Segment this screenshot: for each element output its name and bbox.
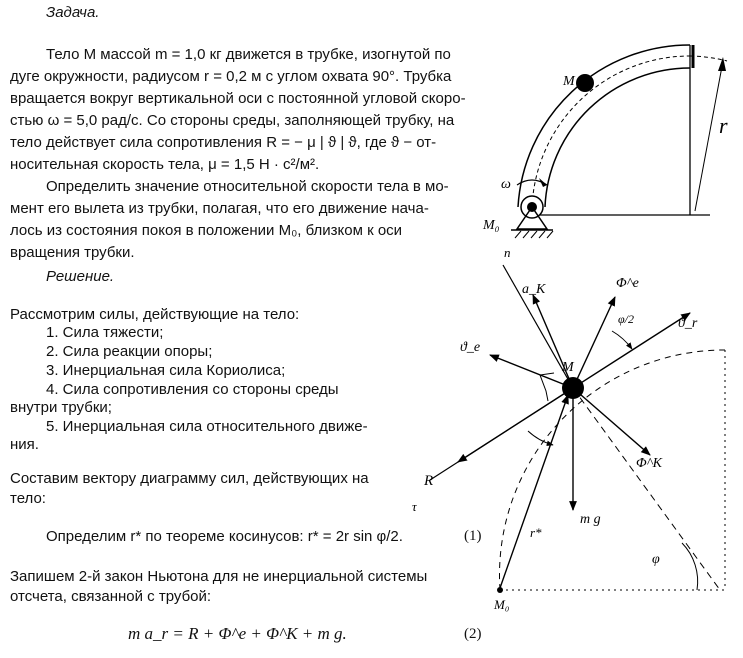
task-line: вращается вокруг вертикальной оси с постоянной угловой скоро-	[10, 90, 466, 107]
phi-label: φ	[652, 552, 660, 567]
tube-centerline	[532, 56, 690, 207]
newton-text: отсчета, связанной с трубой:	[10, 588, 212, 605]
task-line: Определить значение относительной скорости тела в мо-	[46, 178, 449, 195]
list-item: 4. Сила сопротивления со стороны среды	[46, 381, 339, 398]
solution-intro: Рассмотрим силы, действующие на тело:	[10, 306, 300, 323]
force-diagram	[400, 245, 743, 658]
theta-r-label: ϑ_r	[678, 316, 698, 331]
diagram-text: Составим вектору диаграмму сил, действующих на	[10, 470, 369, 487]
solution-heading: Решение.	[46, 268, 115, 285]
list-item: 3. Инерциальная сила Кориолиса;	[46, 362, 286, 379]
M0-label: M₀	[494, 597, 510, 612]
start-point	[497, 587, 503, 593]
rstar-label: r*	[530, 525, 542, 540]
trajectory-arc	[499, 350, 725, 590]
n-label: n	[504, 245, 511, 260]
task-heading: Задача.	[46, 4, 100, 21]
task-line: лось из состояния покоя в положении M₀, близком к оси	[10, 222, 403, 239]
task-line: дуге окружности, радиусом r = 0,2 м с углом охвата 90°. Трубка	[10, 68, 452, 85]
task-line: стью ω = 5,0 рад/с. Со стороны среды, заполняющей трубку, на	[10, 112, 455, 129]
ground-hatching	[515, 231, 553, 238]
body-ball	[576, 74, 594, 92]
list-item: ния.	[10, 436, 39, 453]
diagram-text: тело:	[10, 490, 46, 507]
phi-k-vector	[573, 388, 650, 455]
cosine-text: Определим r* по теореме косинусов: r* = 2r sin φ/2.	[46, 528, 403, 545]
task-line: вращения трубки.	[10, 244, 135, 261]
theta-e-label: ϑ_e	[460, 340, 481, 355]
radius-dashed	[573, 388, 720, 590]
radius-arc	[690, 56, 727, 61]
task-line: Тело M массой m = 1,0 кг движется в трубке, изогнутой по	[46, 46, 451, 63]
omega-label: ω	[501, 177, 511, 192]
task-line: мент его вылета из трубки, полагая, что его движение нача-	[10, 200, 429, 217]
resistance-vector	[458, 388, 573, 462]
start-label: M₀	[483, 218, 500, 233]
task-line: носительная скорость тела, μ = 1,5 Н · с²/м².	[10, 156, 320, 173]
body-ball	[562, 377, 584, 399]
tube-figure	[475, 35, 743, 250]
rstar-vector	[500, 395, 568, 588]
list-item: 5. Инерциальная сила относительного движе-	[46, 418, 368, 435]
mg-label: m g	[580, 512, 601, 527]
newton-text: Запишем 2-й закон Ньютона для не инерциальной системы	[10, 568, 428, 585]
phi-half-arc	[612, 331, 632, 349]
aK-label: a_K	[522, 282, 546, 297]
list-item: 2. Сила реакции опоры;	[46, 343, 213, 360]
phi-arc	[682, 543, 698, 590]
omega-arrowhead	[539, 178, 547, 187]
equation-number-1: (1)	[464, 528, 482, 544]
list-item: внутри трубки;	[10, 399, 112, 416]
phi-e-label: Φ^e	[616, 276, 639, 291]
R-label: R	[424, 473, 434, 489]
phi-k-label: Φ^K	[636, 456, 662, 471]
radius-label: r	[719, 113, 728, 138]
equation-number-2: (2)	[464, 626, 482, 642]
M-label: M	[562, 360, 574, 375]
tau-label: τ	[412, 499, 417, 514]
phi-half-label: φ/2	[618, 312, 634, 326]
list-item: 1. Сила тяжести;	[46, 324, 164, 341]
body-label: M	[563, 74, 575, 89]
task-line: тело действует сила сопротивления R = − μ | ϑ | ϑ, где ϑ − от-	[10, 134, 437, 151]
equation-2: m a_r = R + Φ^e + Φ^K + m g.	[128, 624, 347, 643]
